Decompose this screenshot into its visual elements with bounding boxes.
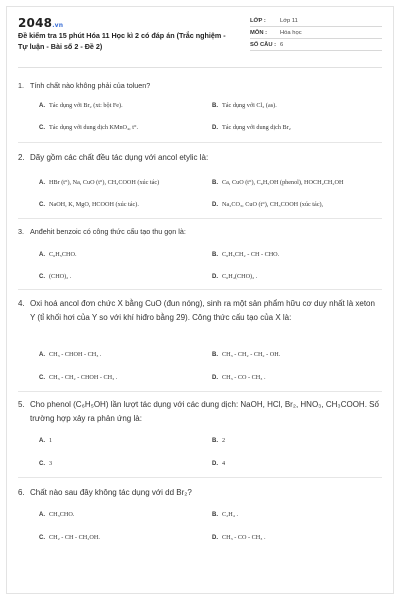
- meta-value: Hóa học: [280, 29, 302, 36]
- option-text: HBr (t°), Na, CuO (t°), CH₃COOH (xúc tác): [49, 179, 160, 186]
- option-text: CH₃ - CHOH - CH₃ .: [49, 351, 102, 358]
- option-label: A.: [39, 352, 45, 358]
- option-1a[interactable]: [39, 102, 123, 109]
- option-text: (CHO)₂ .: [49, 273, 72, 280]
- option-label: B.: [212, 180, 218, 186]
- option-label: D.: [212, 535, 218, 541]
- option-5b[interactable]: [212, 437, 225, 444]
- option-2a[interactable]: [39, 179, 159, 186]
- option-text: Tác dụng với Cl₂ (as).: [222, 102, 277, 109]
- option-6b[interactable]: [212, 511, 238, 518]
- option-text: 4: [222, 460, 226, 467]
- option-4c[interactable]: [39, 374, 117, 381]
- option-text: NaOH, K, MgO, HCOOH (xúc tác).: [49, 201, 139, 208]
- question-1: [18, 80, 382, 92]
- option-label: D.: [212, 375, 218, 381]
- option-label: C.: [39, 461, 45, 467]
- site-logo[interactable]: [18, 16, 63, 30]
- option-5d[interactable]: [212, 460, 225, 467]
- meta-key: MÔN :: [250, 29, 268, 36]
- question-divider: [18, 218, 382, 219]
- option-2d[interactable]: [212, 201, 382, 208]
- option-label: C.: [39, 375, 45, 381]
- option-text: CH₂ - CH - CH₂OH.: [49, 534, 100, 541]
- meta-row-class: [250, 15, 382, 27]
- option-label: A.: [39, 103, 45, 109]
- question-number: 4.: [18, 299, 25, 308]
- question-6: [18, 486, 382, 500]
- option-4d[interactable]: [212, 374, 266, 381]
- question-5: [18, 398, 382, 425]
- option-label: A.: [39, 438, 45, 444]
- question-number: 5.: [18, 400, 25, 409]
- option-text: Tác dụng với Br₂ (xt: bột Fe).: [49, 102, 123, 109]
- page-title: Đề kiểm tra 15 phút Hóa 11 Học kì 2 có đáp án (Trắc nghiệm - Tự luận - Bài số 2 - Đề 2): [18, 31, 226, 51]
- question-4: [18, 297, 382, 324]
- option-2c[interactable]: [39, 201, 139, 208]
- question-divider: [18, 289, 382, 290]
- meta-key: LỚP :: [250, 17, 266, 24]
- option-3a[interactable]: [39, 251, 77, 258]
- option-6a[interactable]: [39, 511, 74, 518]
- question-number: 6.: [18, 488, 25, 497]
- option-5a[interactable]: [39, 437, 52, 444]
- meta-value: 6: [280, 41, 284, 48]
- option-text: Na₂CO₃, CuO (t°), CH₃COOH (xúc tác),: [222, 201, 324, 208]
- question-number: 2.: [18, 153, 25, 162]
- option-6c[interactable]: [39, 534, 100, 541]
- option-label: B.: [212, 352, 218, 358]
- option-label: C.: [39, 125, 45, 131]
- option-1d[interactable]: [212, 124, 291, 131]
- option-label: D.: [212, 274, 218, 280]
- option-label: B.: [212, 103, 218, 109]
- question-text: Chất nào sau đây không tác dụng với dd Br₂?: [30, 488, 192, 497]
- option-label: C.: [39, 274, 45, 280]
- meta-row-count: [250, 39, 382, 51]
- option-label: A.: [39, 252, 45, 258]
- option-label: D.: [212, 125, 218, 131]
- option-text: CH₃ - CO - CH₃ .: [222, 374, 266, 381]
- question-divider: [18, 391, 382, 392]
- option-text: Ca, CuO (t°), C₆H₅OH (phenol), HOCH₂CH₂OH: [222, 179, 344, 186]
- question-text: Anđehit benzoic có công thức cấu tạo thu gọn là:: [30, 227, 186, 236]
- option-label: A.: [39, 512, 45, 518]
- option-1c[interactable]: [39, 124, 138, 131]
- option-text: C₆H₅CH₂ - CH - CHO.: [222, 251, 280, 258]
- option-4a[interactable]: [39, 351, 101, 358]
- question-2: [18, 151, 382, 165]
- option-text: C₆H₄(CHO)₂ .: [222, 273, 258, 280]
- option-text: C₂H₄ .: [222, 511, 239, 518]
- option-text: CH₃ - CO - CH₃ .: [222, 534, 266, 541]
- option-text: 1: [49, 437, 53, 444]
- option-text: CH₃CHO.: [49, 511, 75, 518]
- option-label: D.: [212, 202, 218, 208]
- option-label: B.: [212, 438, 218, 444]
- question-text: Dãy gồm các chất đều tác dụng với ancol etylic là:: [30, 153, 209, 162]
- meta-table: [250, 15, 382, 51]
- question-3: [18, 226, 382, 238]
- option-label: A.: [39, 180, 45, 186]
- question-text: Tính chất nào không phải của toluen?: [30, 81, 151, 90]
- question-divider: [18, 477, 382, 478]
- option-text: Tác dụng với dung dịch KMnO₄, t°.: [49, 124, 139, 131]
- option-text: CH₃ - CH₂ - CH₂ - OH.: [222, 351, 281, 358]
- option-3c[interactable]: [39, 273, 71, 280]
- option-label: C.: [39, 202, 45, 208]
- option-text: C₆H₅CHO.: [49, 251, 77, 258]
- option-text: 2: [222, 437, 226, 444]
- option-6d[interactable]: [212, 534, 266, 541]
- meta-row-subject: [250, 27, 382, 39]
- option-text: CH₃ - CH₂ - CHOH - CH₃ .: [49, 374, 118, 381]
- question-number: 3.: [18, 227, 24, 236]
- logo-suffix: .vn: [52, 22, 64, 29]
- meta-key: SỐ CÂU :: [250, 41, 277, 48]
- question-divider: [18, 142, 382, 143]
- option-3b[interactable]: [212, 251, 279, 258]
- option-5c[interactable]: [39, 460, 52, 467]
- option-2b[interactable]: [212, 179, 382, 186]
- option-1b[interactable]: [212, 102, 277, 109]
- option-3d[interactable]: [212, 273, 257, 280]
- option-label: C.: [39, 535, 45, 541]
- header-divider: [18, 67, 382, 68]
- meta-value: Lớp 11: [280, 17, 298, 24]
- question-number: 1.: [18, 81, 24, 90]
- option-label: D.: [212, 461, 218, 467]
- option-label: B.: [212, 512, 218, 518]
- question-text: Cho phenol (C₆H₅OH) lần lượt tác dụng với các dung dịch: NaOH, HCl, Br₂, HNO₃, CH₃COOH. Số trường hợp xảy ra phản ứng là:: [30, 400, 379, 423]
- logo-text: 2048: [18, 16, 53, 30]
- option-text: 3: [49, 460, 53, 467]
- question-text: Oxi hoá ancol đơn chức X bằng CuO (đun nóng), sinh ra một sản phẩm hữu cơ duy nhất là xeton Y (tỉ khối hơi của Y so với khí hiđro bằng 29). Công thức cấu tạo của X là:: [30, 299, 375, 322]
- option-text: Tác dụng với dung dịch Br₂: [222, 124, 291, 131]
- option-label: B.: [212, 252, 218, 258]
- option-4b[interactable]: [212, 351, 280, 358]
